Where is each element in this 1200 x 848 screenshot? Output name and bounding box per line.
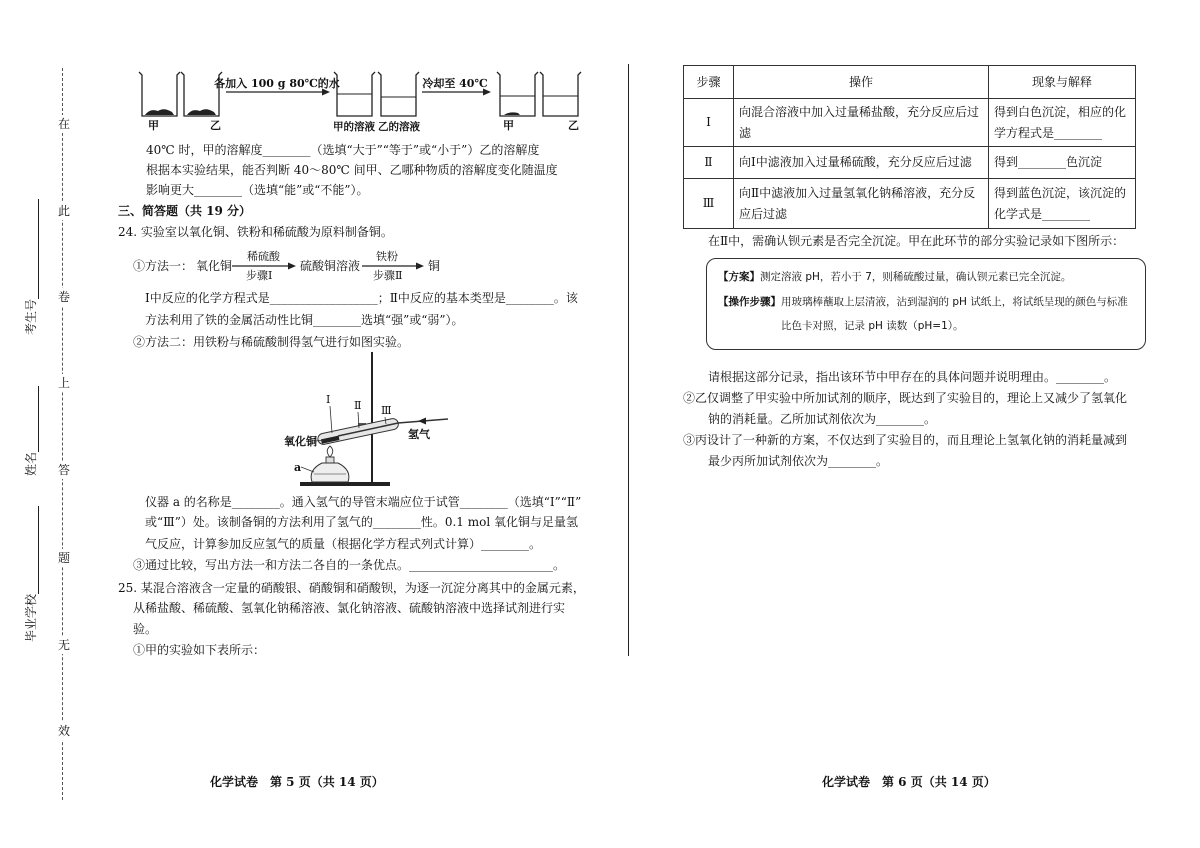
question-24-stem: 24. 实验室以氧化铜、铁粉和稀硫酸为原料制备铜。 [118,225,393,239]
plan-label: 【方案】 [718,271,760,283]
method1-label: ①方法一： [133,259,194,273]
beaker [497,72,538,116]
beaker-label: 甲 [503,119,514,132]
beaker-label: 乙的溶液 [378,121,420,133]
step-cell: Ⅱ [684,147,734,179]
flow-step: 步骤Ⅰ [246,269,273,282]
question-text-line: 仪器 a 的名称是________。通入氢气的导管末端应位于试管________（选填“Ⅰ”“Ⅱ” [145,495,582,509]
leader-line [330,406,332,433]
steps-line [718,295,1128,309]
flow-middle: 硫酸铜溶液 [300,259,361,273]
question-text-line: ③丙设计了一种新的方案，不仅达到了实验目的，而且理论上氢氧化钠的消耗量减到 [683,433,1128,447]
question-text-line: 气反应，计算参加反应氢气的质量（根据化学方程式列式计算）________。 [145,537,542,551]
binding-warning-char: 卷 [57,290,70,304]
question-text-line: 40℃ 时，甲的溶解度________（选填“大于”“等于”或“小于”）乙的溶解度 [146,143,540,157]
reagent-label: 氧化铜 [284,435,317,448]
record-intro: 在Ⅱ中，需确认钡元素是否完全沉淀。甲在此环节的部分实验记录如下图所示： [708,234,1125,248]
solubility-beaker-figure [130,66,590,136]
table-header-cell: 操作 [734,66,989,99]
flow-step: 步骤Ⅱ [373,269,403,282]
instrument-label: a [294,461,302,474]
binding-warning-char: 无 [57,638,70,652]
exam-number-blank [25,199,39,299]
binding-cut-line [62,68,63,800]
steps-text: 用玻璃棒蘸取上层清液，沾到湿润的 pH 试纸上，将试纸呈现的颜色与标准 [781,296,1128,308]
result-cell: 得到白色沉淀，相应的化学方程式是________ [989,99,1136,147]
solid-sample [187,109,216,115]
question-text-line: 或“Ⅲ”）处。该制备铜的方法利用了氢气的________性。0.1 mol 氧化铜与足量氢 [145,515,578,529]
name-blank [25,386,39,452]
flame [327,446,333,457]
question-text-line: 从稀盐酸、稀硫酸、氢氧化钠稀溶液、氯化钠溶液、硫酸钠溶液中选择试剂进行实 [133,601,566,615]
method1-flow-diagram [190,246,440,284]
page-divider [628,64,629,656]
operation-cell: 向混合溶液中加入过量稀盐酸，充分反应后过滤 [734,99,989,147]
beaker-label: 乙 [568,119,579,132]
section-title: 三、简答题（共 19 分） [118,204,252,218]
iron-stand-base [300,482,390,486]
name-label: 姓名 [24,451,38,476]
alcohol-lamp [311,463,349,482]
position-label: Ⅰ [326,393,331,406]
beaker [540,72,581,116]
question-text-line: Ⅰ中反应的化学方程式是__________________；Ⅱ中反应的基本类型是________。该 [145,291,578,305]
question-text-line: ②乙仅调整了甲实验中所加试剂的顺序，既达到了实验目的，理论上又减少了氢氧化 [683,391,1128,405]
leader-line [301,467,314,472]
position-label: Ⅱ [354,399,362,412]
gas-label: 氢气 [408,428,430,441]
steps-label: 【操作步骤】 [718,296,781,308]
method2-intro: ②方法二：用铁粉与稀硫酸制得氢气进行如图实验。 [133,335,410,349]
result-cell: 得到________色沉淀 [989,147,1136,179]
exam-number-label: 考生号 [24,298,38,335]
table-row [684,99,1136,147]
flow-reagent: 稀硫酸 [247,250,280,263]
binding-warning-char: 效 [57,724,70,738]
result-cell: 得到蓝色沉淀，该沉淀的化学式是________ [989,179,1136,229]
step2-label: 冷却至 40℃ [422,77,488,90]
question-text-line: ③通过比较，写出方法一和方法二各自的一条优点。________________________。 [133,558,566,572]
hydrogen-reduction-apparatus [280,345,460,493]
school-field [23,504,39,642]
beaker [378,72,419,116]
table-row [684,147,1136,179]
arrowhead [288,263,296,270]
binding-warning-char: 在 [57,117,70,131]
question-25-stem: 25. 某混合溶液含一定量的硝酸银、硝酸铜和硝酸钡，为逐一沉淀分离其中的金属元素， [118,581,585,595]
operation-cell: 向Ⅰ中滤液加入过量稀硫酸，充分反应后过滤 [734,147,989,179]
beaker-label: 甲的溶液 [333,121,375,133]
step1-label: 各加入 100 g 80℃的水 [214,77,340,90]
step-cell: Ⅰ [684,99,734,147]
school-label: 毕业学校 [24,593,38,642]
page-footer: 化学试卷 第 6 页（共 14 页） [822,775,996,789]
flow-start: 氧化铜 [196,259,233,273]
plan-line [718,270,1071,284]
question-text-line: 最少丙所加试剂依次为________。 [708,454,889,468]
gas-flow-arrow [418,418,426,425]
table-header-cell: 现象与解释 [989,66,1136,99]
beaker-label: 甲 [148,119,159,132]
beaker-label: 乙 [210,119,221,132]
page-footer: 化学试卷 第 5 页（共 14 页） [210,775,384,789]
question-text-line: 影响更大________（选填“能”或“不能”）。 [146,183,369,197]
position-label: Ⅲ [381,404,392,417]
precipitate [504,112,520,115]
question-text-line: 验。 [133,622,158,636]
binding-warning-char: 题 [57,551,70,565]
arrowhead [416,263,424,270]
experiment-table [683,65,1136,229]
school-blank [25,506,39,594]
binding-warning-char: 答 [57,463,70,477]
plan-text: 测定溶液 pH，若小于 7，则稀硫酸过量，确认钡元素已完全沉淀。 [760,271,1072,283]
steps-line-continued: 比色卡对照，记录 pH 读数（pH=1）。 [781,320,964,332]
solid-sample [145,109,174,115]
question-text-line: 根据本实验结果，能否判断 40～80℃ 间甲、乙哪种物质的溶解度变化随温度 [146,163,558,177]
step-cell: Ⅲ [684,179,734,229]
flow-reagent: 铁粉 [376,250,398,263]
experiment-record-box [706,258,1146,350]
operation-cell: 向Ⅱ中滤液加入过量氢氧化钠稀溶液，充分反应后过滤 [734,179,989,229]
flow-end: 铜 [428,259,441,273]
question-text-line: 方法利用了铁的金属活动性比铜________选填“强”或“弱”）。 [145,313,464,327]
question-text-line: ①甲的实验如下表所示： [133,643,266,657]
table-row [684,179,1136,229]
binding-warning-char: 此 [57,204,70,218]
question-text-line: 钠的消耗量。乙所加试剂依次为________。 [708,412,937,426]
table-header-row [684,66,1136,99]
question-text-line: 请根据这部分记录，指出该环节中甲存在的具体问题并说明理由。________。 [708,370,1117,384]
exam-number-field [23,195,39,335]
table-header-cell: 步骤 [684,66,734,99]
name-field [23,384,39,476]
beaker [139,72,180,116]
lamp-neck [326,457,334,463]
binding-warning-char: 上 [57,376,70,390]
